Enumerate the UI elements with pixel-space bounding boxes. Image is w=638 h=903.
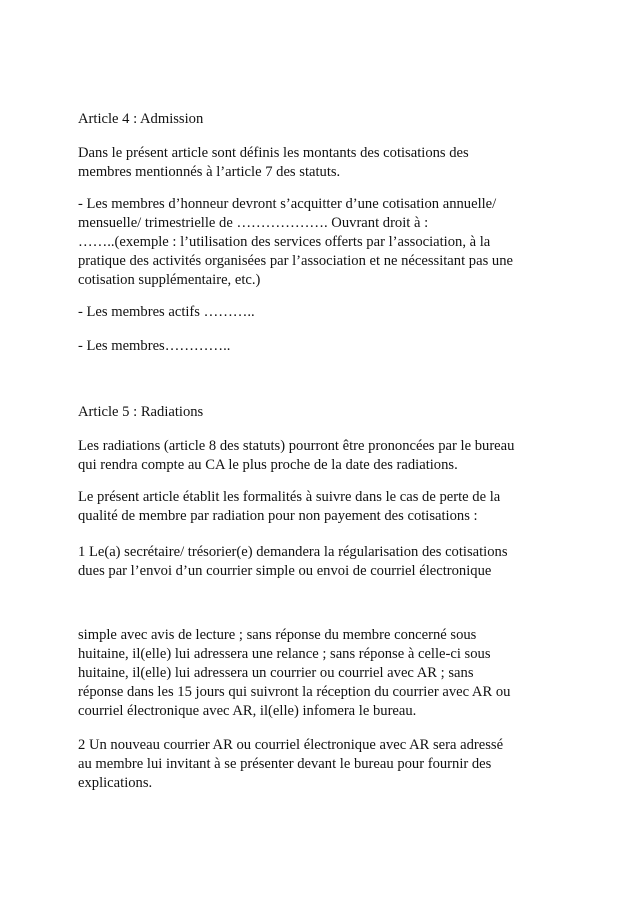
text-line: Article 5 : Radiations <box>78 404 204 420</box>
text-line: Dans le présent article sont définis les montants des cotisations des <box>78 145 469 161</box>
text-line: dues par l’envoi d’un courrier simple ou envoi de courriel électronique <box>78 563 492 579</box>
honorary-members-paragraph <box>78 195 568 290</box>
text-line: huitaine, il(elle) lui adressera une relance ; sans réponse à celle-ci sous <box>78 646 491 662</box>
article-4-heading <box>78 110 568 129</box>
article-5-intro-paragraph <box>78 437 568 475</box>
text-line: courriel électronique avec AR, il(elle) infomera le bureau. <box>78 703 417 719</box>
other-members-paragraph <box>78 337 568 356</box>
text-line: ……..(exemple : l’utilisation des services offerts par l’association, à la <box>78 234 491 250</box>
text-line: cotisation supplémentaire, etc.) <box>78 272 261 288</box>
text-line: qui rendra compte au CA le plus proche de la date des radiations. <box>78 457 458 473</box>
text-line: Les radiations (article 8 des statuts) pourront être prononcées par le bureau <box>78 438 515 454</box>
text-line: membres mentionnés à l’article 7 des statuts. <box>78 164 341 180</box>
text-line: Le présent article établit les formalités à suivre dans le cas de perte de la <box>78 489 501 505</box>
text-line: au membre lui invitant à se présenter devant le bureau pour fournir des <box>78 756 492 772</box>
text-line: qualité de membre par radiation pour non payement des cotisations : <box>78 508 478 524</box>
step-1-paragraph-start <box>78 543 568 581</box>
text-line: huitaine, il(elle) lui adressera un courrier ou courriel avec AR ; sans <box>78 665 474 681</box>
active-members-paragraph <box>78 303 568 322</box>
article-5-procedure-paragraph <box>78 488 568 526</box>
article-5-heading <box>78 403 568 422</box>
text-line: - Les membres actifs ……….. <box>78 304 255 320</box>
step-2-paragraph <box>78 736 568 793</box>
text-line: 1 Le(a) secrétaire/ trésorier(e) demandera la régularisation des cotisations <box>78 544 508 560</box>
text-line: mensuelle/ trimestrielle de ………………. Ouvrant droit à : <box>78 215 429 231</box>
text-line: - Les membres d’honneur devront s’acquitter d’une cotisation annuelle/ <box>78 196 497 212</box>
text-line: 2 Un nouveau courrier AR ou courriel électronique avec AR sera adressé <box>78 737 504 753</box>
text-line: pratique des activités organisées par l’association et ne nécessitant pas une <box>78 253 513 269</box>
text-line: Article 4 : Admission <box>78 111 204 127</box>
article-4-intro-paragraph <box>78 144 568 182</box>
text-line: - Les membres………….. <box>78 338 231 354</box>
text-line: explications. <box>78 775 153 791</box>
step-1-paragraph-continued <box>78 626 568 721</box>
text-line: réponse dans les 15 jours qui suivront la réception du courrier avec AR ou <box>78 684 511 700</box>
text-line: simple avec avis de lecture ; sans réponse du membre concerné sous <box>78 627 477 643</box>
